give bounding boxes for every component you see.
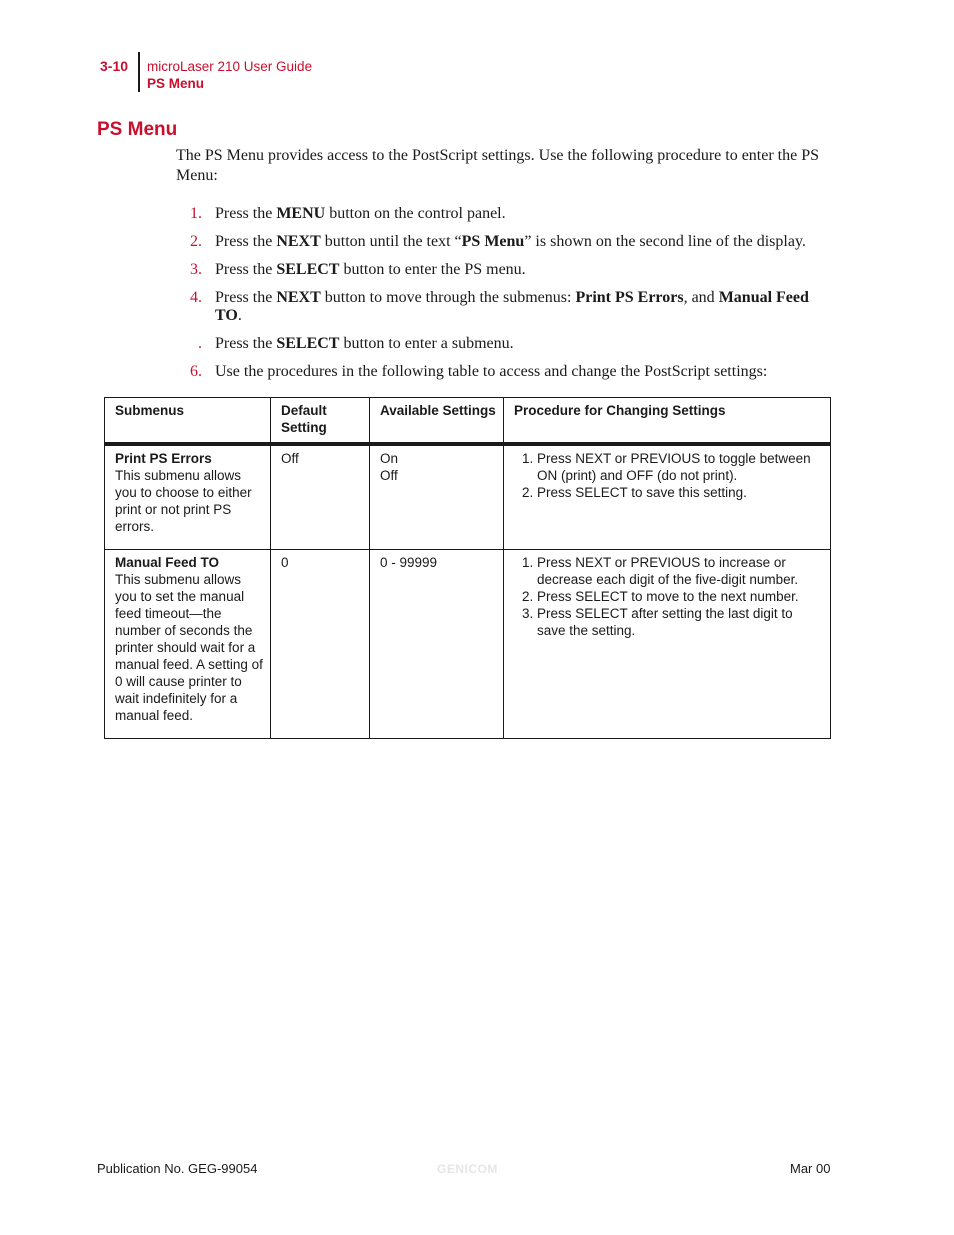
step-text: Press the	[215, 205, 277, 222]
submenu-cell	[105, 444, 271, 550]
step-keyword: NEXT	[276, 233, 321, 250]
submenu-description: This submenu allows you to set the manual feed timeout—the number of seconds the printer should wait for a manual feed. A setting of 0 will cause printer to wait indefinitely for a manual feed.	[115, 572, 263, 723]
submenu-description: This submenu allows you to choose to either print or not print PS errors.	[115, 468, 252, 534]
step-text: button on the control panel.	[325, 205, 506, 222]
procedure-step: 2. Press SELECT to save this setting.	[537, 484, 824, 501]
step-text: ” is shown on the second line of the display.	[524, 233, 806, 250]
default-setting-cell: 0	[271, 550, 370, 739]
step-keyword: SELECT	[276, 261, 340, 278]
procedure-steps	[176, 205, 831, 391]
available-setting: On	[380, 451, 399, 466]
settings-table	[104, 397, 831, 739]
step-text: Use the procedures in the following table to access and change the PostScript settings:	[215, 363, 768, 380]
publication-number: Publication No. GEG-99054	[97, 1161, 258, 1176]
step-number: 2.	[190, 233, 202, 250]
book-title: microLaser 210 User Guide	[147, 59, 313, 74]
procedure-step: 1. Press NEXT or PREVIOUS to toggle between ON (print) and OFF (do not print).	[537, 450, 824, 484]
step-text: Press the	[215, 335, 277, 352]
procedure-step: 2. Press SELECT to move to the next number.	[537, 588, 824, 605]
step-item	[176, 289, 831, 325]
step-text: .	[237, 307, 242, 324]
available-setting: 0 - 99999	[380, 555, 438, 570]
procedure-step: 1. Press NEXT or PREVIOUS to increase or decrease each digit of the five-digit number.	[537, 554, 824, 588]
available-settings-cell	[370, 444, 504, 550]
intro-paragraph: The PS Menu provides access to the PostScript settings. Use the following procedure to enter the PS Menu:	[176, 147, 820, 184]
table-row	[105, 550, 831, 739]
step-number: 1.	[190, 205, 202, 222]
procedure-cell	[504, 444, 831, 550]
step-text: Press the	[215, 289, 277, 306]
submenu-name: Manual Feed TO	[115, 555, 220, 570]
step-number: 3.	[190, 261, 202, 278]
procedure-step: 3. Press SELECT after setting the last digit to save the setting.	[537, 605, 824, 639]
publication-date: Mar 00	[790, 1161, 831, 1176]
submenu-cell	[105, 550, 271, 739]
step-text: button to enter the PS menu.	[339, 261, 526, 278]
step-item	[176, 363, 831, 381]
step-item	[176, 335, 831, 353]
step-text: Press the	[215, 233, 277, 250]
col-header-default: Default Setting	[271, 398, 370, 445]
section-title: PS Menu	[97, 119, 178, 140]
default-setting-cell: Off	[271, 444, 370, 550]
step-keyword: PS Menu	[461, 233, 525, 250]
page-number: 3-10	[100, 58, 129, 74]
step-keyword: SELECT	[276, 335, 340, 352]
col-header-submenus: Submenus	[105, 398, 271, 445]
step-text: button until the text “	[320, 233, 462, 250]
available-settings-cell	[370, 550, 504, 739]
step-text: button to move through the submenus:	[320, 289, 576, 306]
step-item	[176, 233, 831, 251]
step-text: button to enter a submenu.	[339, 335, 514, 352]
step-keyword: Print PS Errors	[575, 289, 684, 306]
procedure-cell	[504, 550, 831, 739]
table-header-row	[105, 398, 831, 445]
header-divider	[138, 52, 140, 92]
step-keyword: Manual Feed TO	[215, 289, 809, 324]
step-text: Press the	[215, 261, 277, 278]
running-header	[147, 58, 312, 92]
step-number: .	[198, 335, 202, 352]
watermark-logo: GENICOM	[437, 1162, 498, 1176]
col-header-available: Available Settings	[370, 398, 504, 445]
header-section: PS Menu	[147, 76, 205, 91]
procedure-list	[514, 450, 824, 501]
step-number: 4.	[190, 289, 202, 306]
table-row	[105, 444, 831, 550]
step-keyword: MENU	[276, 205, 326, 222]
step-keyword: NEXT	[276, 289, 321, 306]
step-item	[176, 261, 831, 279]
col-header-procedure: Procedure for Changing Settings	[504, 398, 831, 445]
procedure-list	[514, 554, 824, 639]
step-text: , and	[683, 289, 719, 306]
step-item	[176, 205, 831, 223]
step-number: 6.	[190, 363, 202, 380]
available-setting: Off	[380, 468, 398, 483]
submenu-name: Print PS Errors	[115, 451, 212, 466]
